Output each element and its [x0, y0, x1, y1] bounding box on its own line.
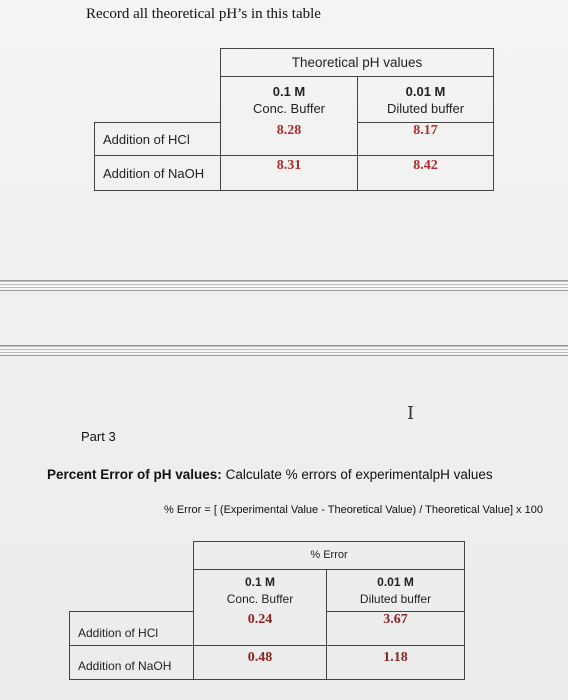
column-header-diluted	[358, 77, 494, 123]
part-label: Part 3	[81, 429, 116, 444]
column-header-conc-label: Conc. Buffer	[226, 592, 294, 606]
value-naoh-diluted: 1.18	[327, 646, 465, 680]
percent-error-table	[69, 541, 465, 680]
row-label-naoh: Addition of NaOH	[70, 646, 194, 680]
column-header-conc	[221, 77, 358, 123]
column-header-conc-molarity: 0.1 M	[272, 84, 306, 99]
value-hcl-conc: 8.28	[221, 123, 358, 156]
percent-error-title	[47, 465, 517, 484]
column-header-conc	[194, 570, 327, 612]
column-header-diluted-label: Diluted buffer	[386, 101, 465, 116]
value-hcl-diluted: 8.17	[358, 123, 494, 156]
value-hcl-diluted: 3.67	[327, 612, 465, 646]
table-header: % Error	[194, 542, 465, 570]
value-naoh-conc: 8.31	[221, 156, 358, 191]
column-header-diluted-label: Diluted buffer	[359, 592, 432, 606]
percent-error-title-rest: Calculate % errors of experimentalpH values	[221, 467, 493, 482]
row-label-naoh: Addition of NaOH	[95, 156, 221, 191]
row-label-hcl: Addition of HCl	[95, 123, 221, 156]
page-divider	[0, 280, 568, 291]
column-header-diluted-molarity: 0.01 M	[377, 575, 414, 589]
column-header-diluted	[327, 570, 465, 612]
percent-error-title-bold: Percent Error of pH values:	[47, 467, 222, 482]
text-cursor-icon: I	[407, 403, 415, 424]
column-header-conc-label: Conc. Buffer	[252, 101, 326, 116]
value-naoh-conc: 0.48	[194, 646, 327, 680]
column-header-diluted-molarity: 0.01 M	[405, 84, 446, 99]
value-hcl-conc: 0.24	[194, 612, 327, 646]
table-header: Theoretical pH values	[221, 49, 494, 77]
row-label-hcl: Addition of HCl	[70, 612, 194, 646]
section-heading: Record all theoretical pH’s in this table	[86, 6, 321, 22]
theoretical-ph-table	[94, 48, 494, 191]
percent-error-formula: % Error = [ (Experimental Value - Theoretical Value) / Theoretical Value] x 100	[164, 504, 543, 516]
page-divider	[0, 345, 568, 356]
value-naoh-diluted: 8.42	[358, 156, 494, 191]
column-header-conc-molarity: 0.1 M	[244, 575, 275, 589]
